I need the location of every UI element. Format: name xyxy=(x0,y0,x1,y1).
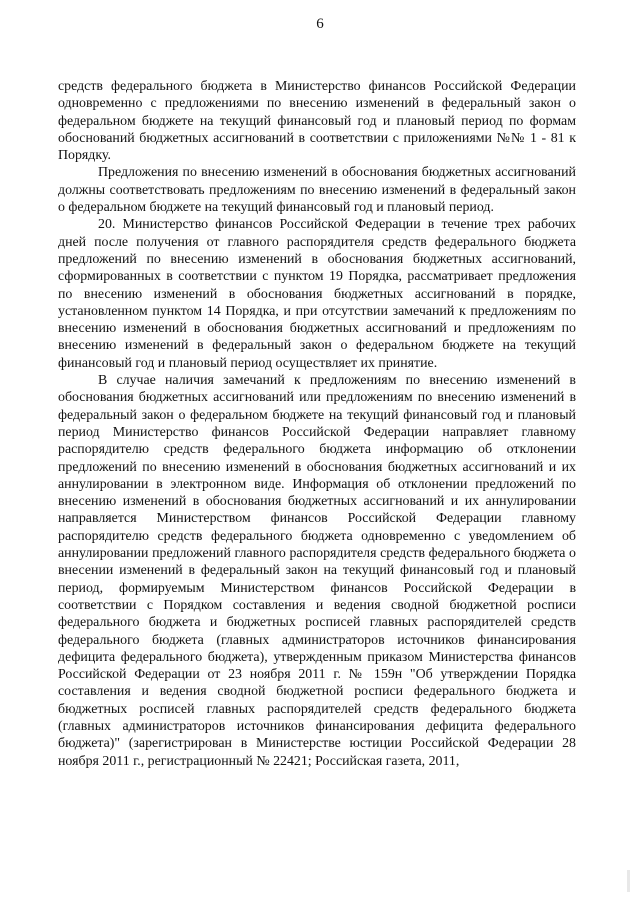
body-text xyxy=(58,78,576,770)
paragraph-remarks: В случае наличия замечаний к предложениям по внесению изменений в обоснования бюджетных ассигнований или предложениям по внесению изменений в федеральный закон о федеральном бюджете на текущий финансовый год и плановый период Министерство финансов Российской Федерации направляет главному распорядителю средств федерального бюджета информацию об отклонении предложений по внесению изменений в обоснования бюджетных ассигнований и их аннулировании в электронном виде. Информация об отклонении предложений по внесению изменений в обоснования бюджетных ассигнований и их аннулировании направляется Министерством финансов Российской Федерации главному распорядителю средств федерального бюджета одновременно с уведомлением об аннулировании предложений главного распорядителя средств федерального бюджета о внесении изменений в федеральный закон на текущий финансовый год и плановый период, формируемым Министерством финансов Российской Федерации в соответствии с Порядком составления и ведения сводной бюджетной росписи федерального бюджета и бюджетных росписей главных распорядителей средств федерального бюджета (главных администраторов источников финансирования дефицита федерального бюджета), утвержденным приказом Министерства финансов Российской Федерации от 23 ноября 2011 г. № 159н "Об утверждении Порядка составления и ведения сводной бюджетной росписи федерального бюджета и бюджетных росписей главных распорядителей средств федерального бюджета (главных администраторов источников финансирования дефицита федерального бюджета)" (зарегистрирован в Министерстве юстиции Российской Федерации 28 ноября 2011 г., регистрационный № 22421; Российская газета, 2011, xyxy=(58,373,576,769)
paragraph-requirements: Предложения по внесению изменений в обоснования бюджетных ассигнований должны соответствовать предложениям по внесению изменений в федеральный закон о федеральном бюджете на текущий финансовый год и плановый период. xyxy=(58,165,576,216)
paragraph-item-20: 20. Министерство финансов Российской Федерации в течение трех рабочих дней после получения от главного распорядителя средств федерального бюджета предложений по внесению изменений в обоснования бюджетных ассигнований, сформированных в соответствии с пунктом 19 Порядка, рассматривает предложения по внесению изменений в обоснования бюджетных ассигнований в порядке, установленном пунктом 14 Порядка, и при отсутствии замечаний к предложениям по внесению изменений в обоснования бюджетных ассигнований и предложениям по внесению изменений в федеральный закон о федеральном бюджете на текущий финансовый год и плановый период осуществляет их принятие. xyxy=(58,217,576,371)
page-number: 6 xyxy=(316,16,324,32)
scan-edge-mark xyxy=(627,870,630,892)
paragraph-continuation: средств федерального бюджета в Министерство финансов Российской Федерации одновременно с предложениями по внесению изменений в федеральный закон о федеральном бюджете на текущий финансовый год и плановый период по формам обоснований бюджетных ассигнований в соответствии с приложениями №№ 1 - 81 к Порядку. xyxy=(58,79,576,164)
